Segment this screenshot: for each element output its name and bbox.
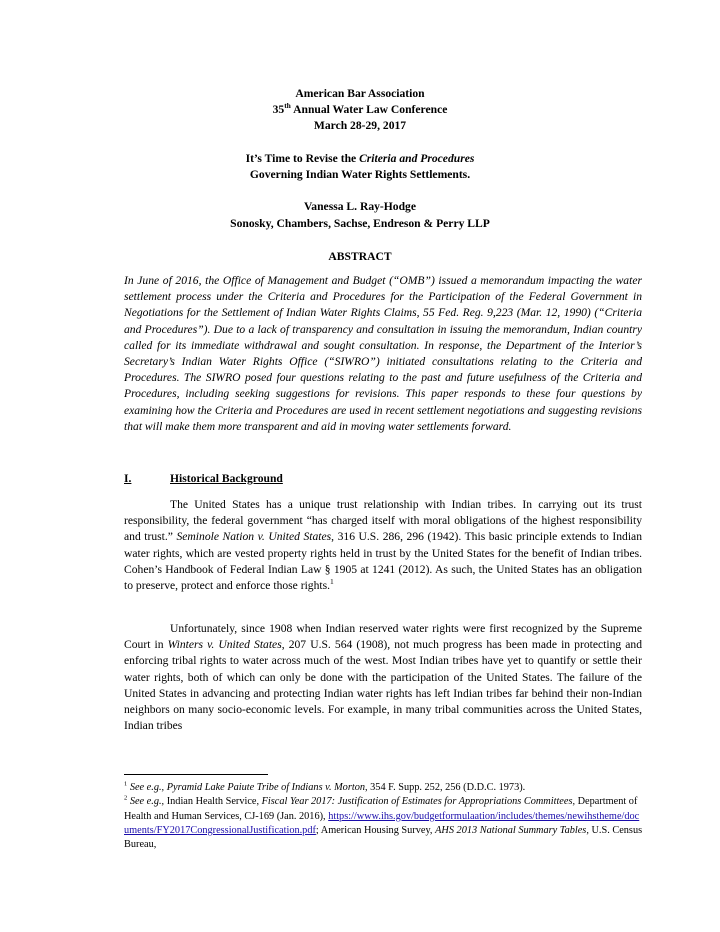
organization-name: American Bar Association bbox=[295, 87, 425, 100]
conference-name bbox=[0, 102, 720, 118]
footnote-2-text-a: Indian Health Service, bbox=[164, 796, 262, 808]
law-firm: Sonosky, Chambers, Sachse, Endreson & Perry LLP bbox=[230, 216, 490, 230]
footnote-1-case: See e.g., Pyramid Lake Paiute Tribe of Indians v. Morton bbox=[127, 782, 365, 793]
footnote-divider bbox=[124, 774, 268, 775]
conference-ordinal: 35 bbox=[272, 103, 285, 117]
para1-text-b: , 316 U.S. 286, 296 (1942). This basic principle extends to Indian water rights, which are vested property rights held in trust by the United States for the benefit of Indian tribes. Cohen’s Handbook of Federal Indian Law § 1905 at 1241 (2012). As such, the United States has an obligation to preserve, protect and enforce those rights. bbox=[124, 530, 642, 593]
para2-text-b: , 207 U.S. 564 (1908), not much progress has been made in protecting and enforcing tribal rights to water across much of the west. Most Indian tribes have yet to quantify or settle their water rights, both of which can only be done with the participation of the United States. The failure of the United States in advancing and protecting Indian water rights has left Indian tribes far behind their non-Indian neighbors on many socio-economic levels. For example, in many tribal communities across the United States, Indian tribes bbox=[124, 638, 642, 733]
case-citation-seminole: Seminole Nation v. United States bbox=[176, 530, 332, 544]
document-header bbox=[0, 86, 720, 232]
conference-title: Annual Water Law Conference bbox=[290, 103, 448, 117]
para2-text-a: Unfortunately, since 1908 when Indian reserved water rights were first recognized by the Supreme Court in bbox=[124, 622, 642, 652]
footnote-2-signal: See e.g., bbox=[127, 796, 165, 808]
footnotes bbox=[124, 781, 644, 852]
footnote-2-survey-title: AHS 2013 National Summary Tables, bbox=[435, 824, 589, 836]
footnote-ref-1[interactable]: 1 bbox=[330, 577, 334, 587]
footnote-1-text: , 354 F. Supp. 252, 256 (D.D.C. 1973). bbox=[365, 782, 526, 793]
author-name: Vanessa L. Ray-Hodge bbox=[304, 200, 416, 214]
footnote-2-text-b: Department of Health and Human Services, CJ-169 (Jan. 2016), bbox=[124, 796, 638, 822]
section-heading bbox=[124, 471, 283, 487]
paper-title-italic: Criteria and Procedures bbox=[359, 151, 475, 165]
conference-dates: March 28-29, 2017 bbox=[313, 119, 407, 133]
footnote-2-text-c: ; American Housing Survey, bbox=[315, 824, 436, 836]
footnote-1 bbox=[124, 781, 644, 795]
section-title: Historical Background bbox=[170, 472, 283, 485]
body-paragraph-2 bbox=[124, 621, 642, 734]
paper-title-line1 bbox=[0, 151, 720, 167]
section-number: I. bbox=[124, 472, 132, 485]
footnote-2 bbox=[124, 795, 644, 852]
footnote-2-link[interactable]: https://www.ihs.gov/budgetformulaation/includes/themes/newihstheme/documents/FY2017CongressionalJustification.pdf bbox=[124, 810, 640, 836]
paper-title-line2: Governing Indian Water Rights Settlements. bbox=[249, 168, 471, 181]
paper-title-prefix: It’s Time to Revise the bbox=[245, 151, 360, 165]
case-citation-winters: Winters v. United States bbox=[167, 638, 282, 652]
abstract-heading: ABSTRACT bbox=[328, 250, 392, 263]
conference-ordinal-suffix: th bbox=[284, 101, 291, 111]
footnote-1-number: 1 bbox=[124, 780, 128, 788]
footnote-2-number: 2 bbox=[124, 794, 128, 802]
para1-text-a: The United States has a unique trust relationship with Indian tribes. In carrying out its trust responsibility, the federal government “has charged itself with moral obligations of the highest responsibility and trust.” bbox=[124, 498, 642, 544]
footnote-2-title: Fiscal Year 2017: Justification of Estimates for Appropriations Committees, bbox=[261, 796, 576, 808]
footnote-2-text-d: U.S. Census Bureau, bbox=[124, 824, 643, 851]
abstract-body: In June of 2016, the Office of Management and Budget (“OMB”) issued a memorandum impacting the water settlement process under the Criteria and Procedures for the Participation of the Federal Government in Negotiations for the Settlement of Indian Water Rights Claims, 55 Fed. Reg. 9,223 (Mar. 12, 1990) (“Criteria and Procedures”). Due to a lack of transparency and consultation in issuing the memorandum, Indian country called for its immediate withdrawal and sought consultation. In response, the Department of the Interior’s Secretary’s Indian Water Rights Office (“SIWRO”) initiated consultations relating to the Criteria and Procedures. The SIWRO posed four questions relating to the past and future usefulness of the Criteria and Procedures, including seeking suggestions for revisions. This paper responds to these four questions by examining how the Criteria and Procedures are used in recent settlement negotiations and suggesting revisions that will make them more transparent and aid in moving water settlements forward. bbox=[124, 274, 642, 433]
body-paragraph-1 bbox=[124, 497, 642, 594]
